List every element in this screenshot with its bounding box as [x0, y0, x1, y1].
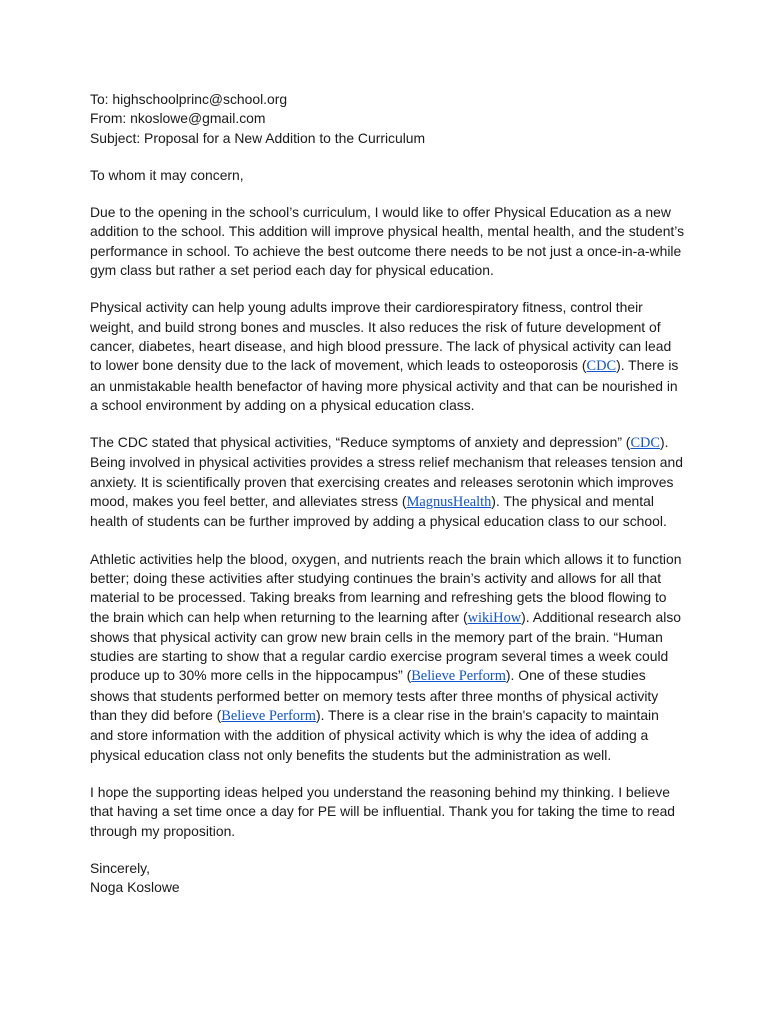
to-line: To: highschoolprinc@school.org [90, 91, 288, 107]
citation-link[interactable]: wikiHow [467, 609, 522, 626]
signature: Noga Koslowe [90, 879, 180, 896]
paragraph-text: ). Additional research also shows that physical activity can grow new brain cells in the memory part of the brain. “Human studies are starting to show that a regular cardio exercise program several times a week could produce up to 30% more cells in the hippocampus” ( [90, 608, 682, 684]
paragraph-text: I hope the supporting ideas helped you understand the reasoning behind my thinking. I believe that having a set time once a day for PE will be influential. Thank you for taking the time to read through my proposition. [90, 783, 676, 839]
letter-body [90, 203, 685, 841]
citation-link[interactable]: Believe Perform [411, 668, 506, 685]
body-paragraph [90, 433, 685, 531]
paragraph-text: ). The physical and mental health of students can be further improved by adding a physical education class to our school. [90, 493, 667, 530]
paragraph-text: Athletic activities help the blood, oxygen, and nutrients reach the brain which allows it to function better; doing these activities after studying continues the brain’s activity and allows for all that material to be processed. Taking breaks from learning and refreshing gets the blood flowing to the brain which can help when returning to the learning after ( [90, 550, 682, 625]
letter-page [90, 90, 685, 897]
paragraph-text: Physical activity can help young adults improve their cardiorespiratory fitness, control their weight, and build strong bones and muscles. It also reduces the risk of future development of cancer, diabetes, heart disease, and high blood pressure. The lack of physical activity can lead to lower bone density due to the lack of movement, which leads to osteoporosis ( [90, 299, 672, 374]
email-header [90, 90, 685, 148]
subject-line: Subject: Proposal for a New Addition to the Curriculum [90, 129, 426, 146]
body-paragraph [90, 783, 685, 841]
citation-link[interactable]: CDC [586, 358, 617, 375]
closing: Sincerely, [90, 859, 150, 876]
citation-link[interactable]: CDC [630, 435, 661, 452]
body-paragraph [90, 298, 685, 415]
body-paragraph [90, 203, 685, 280]
citation-link[interactable]: Believe Perform [221, 708, 316, 725]
body-paragraph [90, 550, 685, 765]
signoff [90, 859, 685, 898]
from-line: From: nkoslowe@gmail.com [90, 110, 266, 127]
paragraph-text: Due to the opening in the school’s curriculum, I would like to offer Physical Education as a new addition to the school. This addition will improve physical health, mental health, and the student’s performance in school. To achieve the best outcome there needs to be not just a once-in-a-while gym class but rather a set period each day for physical education. [90, 204, 685, 279]
paragraph-text: ). Being involved in physical activities provides a stress relief mechanism that releases tension and anxiety. It is scientifically proven that exercising creates and releases serotonin which improves mood, makes you feel better, and alleviates stress ( [90, 434, 683, 510]
paragraph-text: ). There is an unmistakable health benefactor of having more physical activity and that can be nourished in a school environment by adding on a physical education class. [90, 357, 679, 413]
paragraph-text: ). There is a clear rise in the brain's capacity to maintain and store information with the addition of physical activity which is why the idea of adding a physical education class not only benefits the students but the administration as well. [90, 707, 659, 763]
greeting: To whom it may concern, [90, 166, 244, 183]
paragraph-text: The CDC stated that physical activities, “Reduce symptoms of anxiety and depression” ( [90, 434, 631, 451]
citation-link[interactable]: MagnusHealth [406, 494, 492, 511]
paragraph-text: ). One of these studies shows that students performed better on memory tests after three months of physical activity than they did before ( [90, 667, 659, 724]
